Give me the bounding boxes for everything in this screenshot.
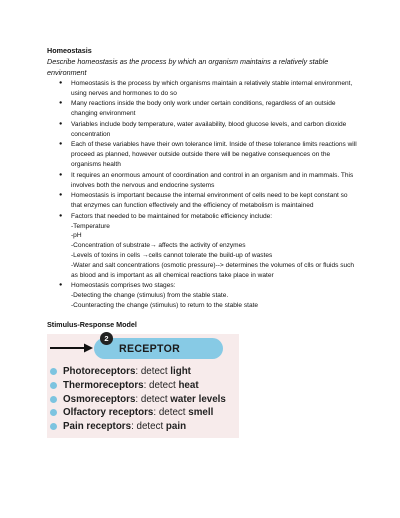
bullet-item	[59, 79, 359, 99]
bullet-item	[59, 120, 359, 140]
bullet-item	[59, 212, 359, 281]
page-title: Homeostasis	[47, 46, 92, 55]
bullet-text: Many reactions inside the body only work under certain conditions, regardless of an outside changing environment	[71, 100, 336, 118]
receptor-name: Thermoreceptors	[63, 379, 144, 391]
receptor-stimulus: pain	[165, 421, 187, 433]
sub-item: -Water and salt concentrations (osmotic pressure)--> determines the volumes of clls or fluids such as blood and is important as all chemical reactions take place in water	[71, 261, 355, 279]
step-badge: 2	[100, 332, 113, 345]
bullet-text: Homeostasis is important because the internal environment of cells need to be kept constant so that enzymes can function effectively and the efficiency of metabolism is maintained	[71, 192, 348, 210]
receptor-stimulus: heat	[178, 379, 199, 391]
bullet-dot-icon	[50, 423, 57, 430]
receptor-connector: : detect	[153, 407, 189, 419]
bullet-text: Factors that needed to be maintained for metabolic efficiency include:	[71, 212, 273, 220]
bullet-list	[59, 79, 359, 312]
receptor-name: Osmoreceptors	[63, 393, 136, 405]
sub-item: -Concentration of substrate→ affects the activity of enzymes	[71, 242, 246, 250]
receptor-name: Photoreceptors	[63, 366, 136, 377]
receptor-item	[50, 379, 226, 393]
receptor-stimulus: smell	[188, 407, 214, 419]
bullet-dot-icon	[50, 368, 57, 375]
receptor-name: Pain receptors	[63, 421, 132, 433]
section-title: Stimulus-Response Model	[47, 320, 137, 329]
receptor-label: RECEPTOR	[119, 343, 181, 355]
receptor-item	[50, 393, 226, 407]
receptor-connector: : detect	[135, 366, 171, 377]
bullet-item	[59, 191, 359, 211]
receptor-stimulus: water levels	[170, 393, 226, 405]
sub-item: -pH	[71, 232, 82, 240]
bullet-dot-icon	[50, 396, 57, 403]
receptor-pill	[94, 338, 223, 359]
receptor-connector: : detect	[143, 379, 179, 391]
receptor-list	[50, 365, 226, 434]
sub-item: -Temperature	[71, 222, 110, 230]
bullet-text: Homeostasis comprises two stages:	[71, 282, 176, 290]
bullet-item	[59, 171, 359, 191]
arrow-right-icon	[50, 343, 94, 353]
receptor-stimulus: light	[170, 366, 191, 377]
bullet-text: Each of these variables have their own tolerance limit. Inside of these tolerance limits reactions will proceed as planned, however outside outside there will be negative consequences on the organisms health	[71, 141, 357, 169]
receptor-name: Olfactory receptors	[63, 407, 154, 419]
sub-item: -Levels of toxins in cells →cells cannot tolerate the build-up of wastes	[71, 252, 273, 260]
sub-item: -Detecting the change (stimulus) from the stable state.	[71, 292, 229, 300]
receptor-connector: : detect	[135, 393, 171, 405]
bullet-dot-icon	[50, 409, 57, 416]
bullet-text: Variables include body temperature, water availability, blood glucose levels, and carbon dioxide concentration	[71, 120, 347, 138]
page-subtitle: Describe homeostasis as the process by which an organism maintains a relatively stable environment	[47, 57, 329, 77]
receptor-item	[50, 365, 226, 379]
bullet-dot-icon	[50, 382, 57, 389]
bullet-item	[59, 281, 359, 311]
bullet-item	[59, 99, 359, 119]
bullet-text: Homeostasis is the process by which organisms maintain a relatively stable internal environment, using nerves and hormones to do so	[71, 80, 353, 97]
sub-item: -Counteracting the change (stimulus) to return to the stable state	[71, 302, 259, 310]
receptor-item	[50, 406, 226, 420]
receptor-figure	[47, 334, 239, 438]
bullet-text: It requires an enormous amount of coordination and control in an organism and in mammals. This involves both the nervous and endocrine systems	[71, 171, 354, 189]
receptor-item	[50, 420, 226, 434]
bullet-item	[59, 140, 359, 170]
receptor-connector: : detect	[131, 421, 166, 433]
